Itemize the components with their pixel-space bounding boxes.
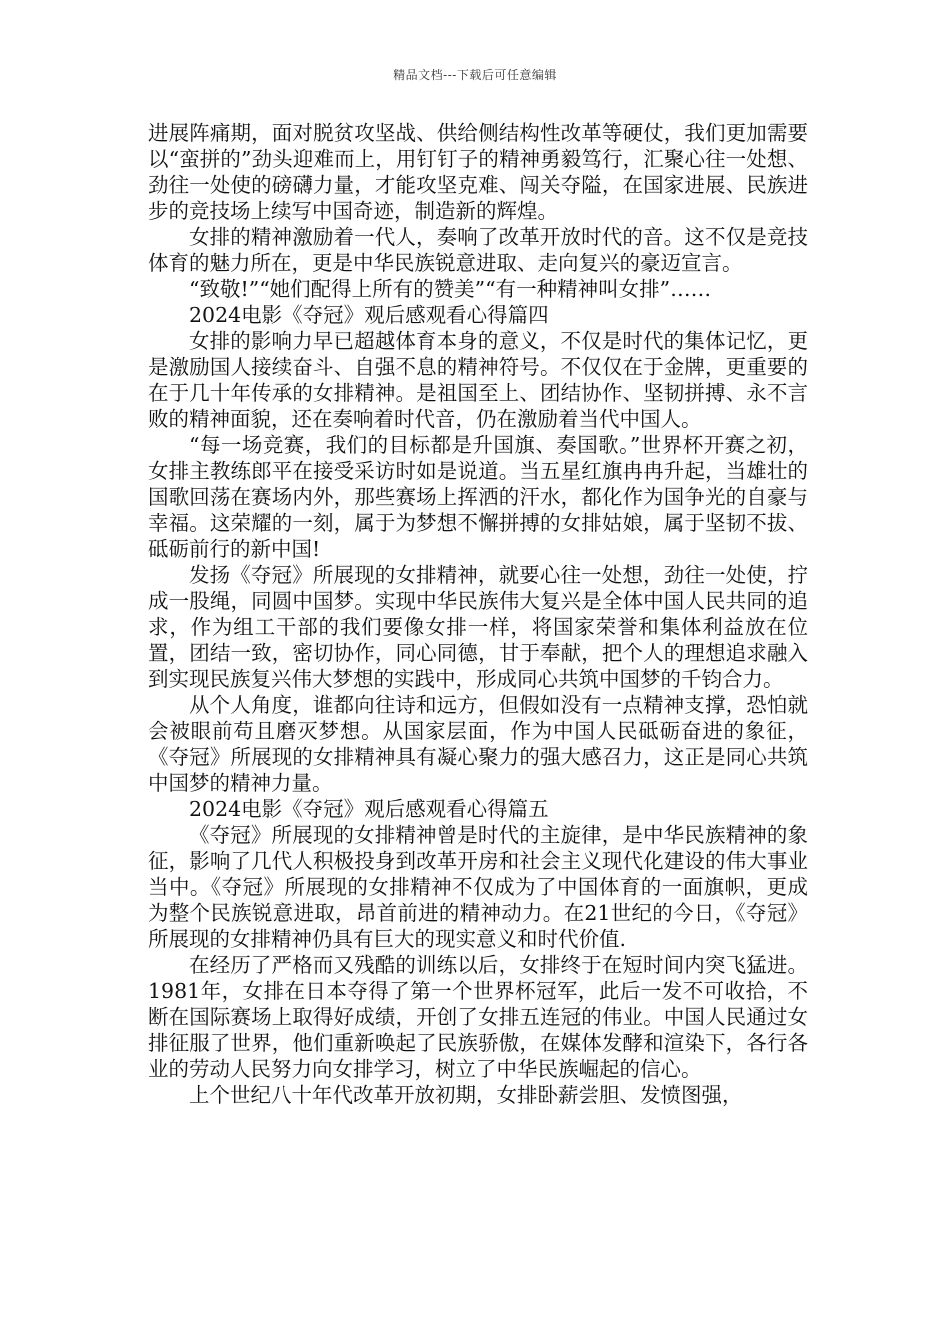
paragraph: 上个世纪八十年代改革开放初期，女排卧薪尝胆、发愤图强，: [189, 1083, 743, 1107]
paragraph: “每一场竞赛，我们的目标都是升国旗、奏国歌。”世界杯开赛之初，女排主教练郎平在接受采访时如是说道。当五星红旗冉冉升起，当雄壮的国歌回荡在赛场内外，那些赛场上挥洒的汗水，都化作为国争光的自豪与幸福。这荣耀的一刻，属于为梦想不懈拼搏的女排姑娘，属于坚韧不拔、砥砺前行的新中国!: [148, 433, 808, 561]
document-body: [148, 120, 808, 1108]
page-header: 精品文档---下载后可任意编辑: [393, 68, 557, 82]
paragraph: 女排的影响力早已超越体育本身的意义，不仅是时代的集体记忆，更是激励国人接续奋斗、自强不息的精神符号。不仅仅在于金牌，更重要的在于几十年传承的女排精神。是祖国至上、团结协作、坚韧拼搏、永不言败的精神面貌，还在奏响着时代音，仍在激励着当代中国人。: [148, 329, 808, 431]
paragraph: 《夺冠》所展现的女排精神曾是时代的主旋律，是中华民族精神的象征，影响了几代人积极投身到改革开房和社会主义现代化建设的伟大事业当中。《夺冠》所展现的女排精神不仅成为了中国体育的一面旗帜，更成为整个民族锐意进取，昂首前进的精神动力。在21世纪的今日，《夺冠》所展现的女排精神仍具有巨大的现实意义和时代价值.: [148, 823, 808, 951]
paragraph: 从个人角度，谁都向往诗和远方，但假如没有一点精神支撑，恐怕就会被眼前苟且磨灭梦想。从国家层面，作为中国人民砥砺奋进的象征，《夺冠》所展现的女排精神具有凝心聚力的强大感召力，这正是同心共筑中国梦的精神力量。: [148, 693, 808, 795]
section-heading-part-5: 2024电影《夺冠》观后感观看心得篇五: [189, 797, 549, 821]
paragraph-continuation: 进展阵痛期，面对脱贫攻坚战、供给侧结构性改革等硬仗，我们更加需要以“蛮拼的”劲头迎难而上，用钉钉子的精神勇毅笃行，汇聚心往一处想、劲往一处使的磅礴力量，才能攻坚克难、闯关夺隘，在国家进展、民族进步的竞技场上续写中国奇迹，制造新的辉煌。: [148, 121, 808, 223]
paragraph: 发扬《夺冠》所展现的女排精神，就要心往一处想，劲往一处使，拧成一股绳，同圆中国梦。实现中华民族伟大复兴是全体中国人民共同的追求，作为组工干部的我们要像女排一样，将国家荣誉和集体利益放在位置，团结一致，密切协作，同心同德，甘于奉献，把个人的理想追求融入到实现民族复兴伟大梦想的实践中，形成同心共筑中国梦的千钧合力。: [148, 563, 808, 691]
paragraph-quote: “致敬!”“她们配得上所有的赞美”“有一种精神叫女排”……: [189, 277, 712, 301]
paragraph: 在经历了严格而又残酷的训练以后，女排终于在短时间内突飞猛进。1981年，女排在日本夺得了第一个世界杯冠军，此后一发不可收拾，不断在国际赛场上取得好成绩，开创了女排五连冠的伟业。中国人民通过女排征服了世界，他们重新唤起了民族骄傲，在媒体发酵和渲染下，各行各业的劳动人民努力向女排学习，树立了中华民族崛起的信心。: [148, 953, 808, 1081]
paragraph: 女排的精神激励着一代人，奏响了改革开放时代的音。这不仅是竞技体育的魅力所在，更是中华民族锐意进取、走向复兴的豪迈宣言。: [148, 225, 808, 275]
section-heading-part-4: 2024电影《夺冠》观后感观看心得篇四: [189, 303, 549, 327]
